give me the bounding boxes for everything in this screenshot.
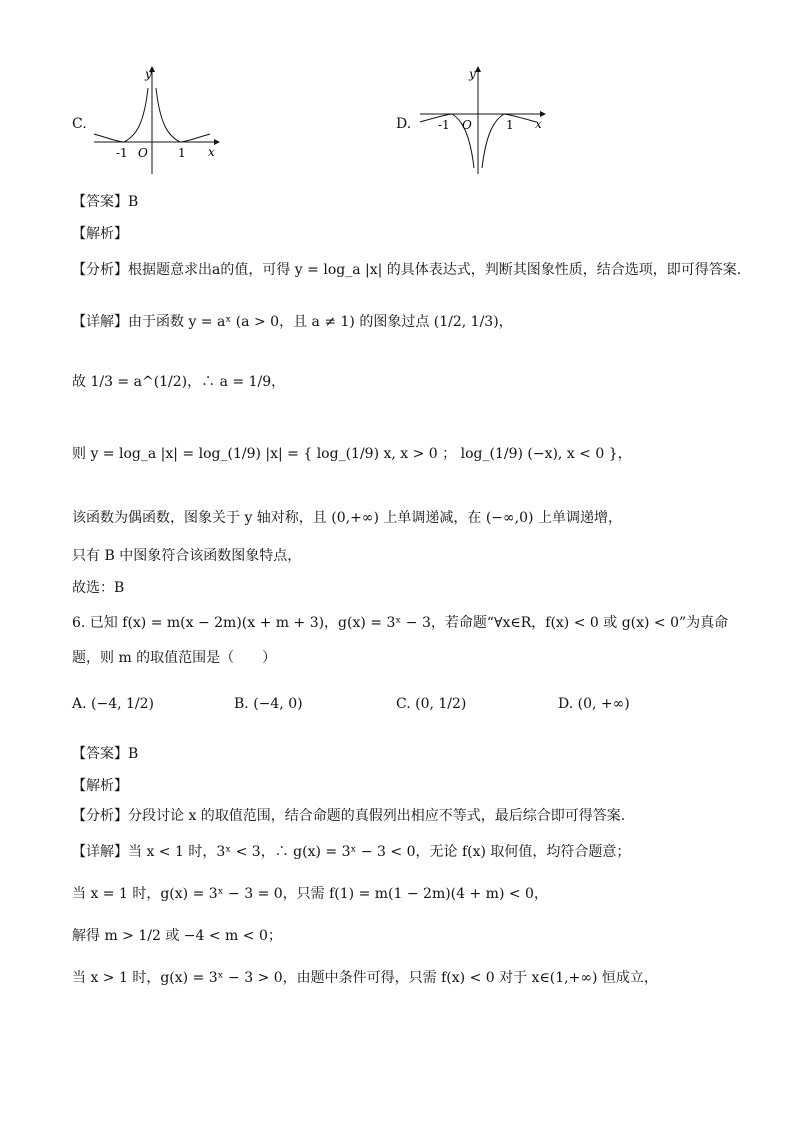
graph-c-curve-right xyxy=(156,88,210,142)
option-d-label: D. xyxy=(396,116,412,132)
graph-c-y-label: y xyxy=(145,67,152,81)
graph-d-origin-label: O xyxy=(462,118,472,132)
q6-option-c: C. (0, 1/2) xyxy=(396,696,467,712)
option-c-label: C. xyxy=(72,116,87,132)
q6-detail-2: 当 x = 1 时，g(x) = 3ˣ − 3 = 0，只需 f(1) = m(1 − 2m)(4 + m) < 0， xyxy=(72,886,548,902)
graph-d-y-label: y xyxy=(469,67,476,81)
q5-detail-2: 故 1/3 = a^(1/2)，∴ a = 1/9， xyxy=(72,374,286,390)
q6-answer: 【答案】B xyxy=(72,746,139,762)
q5-detail-3: 则 y = log_a |x| = log_(1/9) |x| = { log_(1/9) x, x > 0 ； log_(1/9) (−x), x < 0 }， xyxy=(72,446,632,462)
q6-option-b: B. (−4, 0) xyxy=(234,696,303,712)
graph-c-tick-pos: 1 xyxy=(178,146,186,160)
q5-analysis: 【分析】根据题意求出a的值，可得 y = log_a |x| 的具体表达式，判断其图象性质，结合选项，即可得答案. xyxy=(72,262,742,278)
q6-analysis-heading: 【解析】 xyxy=(72,778,128,794)
q6-detail-3: 解得 m > 1/2 或 −4 < m < 0； xyxy=(72,928,282,944)
graph-c-x-arrow xyxy=(214,139,220,145)
q6-analysis: 【分析】分段讨论 x 的取值范围，结合命题的真假列出相应不等式，最后综合即可得答案. xyxy=(72,808,626,824)
graph-c-tick-neg: -1 xyxy=(116,146,128,160)
graph-d-tick-pos: 1 xyxy=(506,118,514,132)
graph-c-origin-label: O xyxy=(138,146,148,160)
graph-c-curve-left xyxy=(94,88,148,142)
q5-detail-5: 只有 B 中图象符合该函数图象特点， xyxy=(72,548,302,564)
graph-d xyxy=(414,62,554,177)
q5-detail-4: 该函数为偶函数，图象关于 y 轴对称，且 (0,+∞) 上单调递减，在 (−∞,0) 上单调递增， xyxy=(72,510,622,526)
q5-answer: 【答案】B xyxy=(72,194,139,210)
q5-detail-1: 【详解】由于函数 y = aˣ (a > 0，且 a ≠ 1) 的图象过点 (1/2, 1/3)， xyxy=(72,314,513,330)
graph-c xyxy=(88,62,223,177)
graph-d-x-label: x xyxy=(535,117,542,131)
graph-d-tick-neg: -1 xyxy=(438,118,450,132)
q6-stem-2: 题，则 m 的取值范围是（ ） xyxy=(72,650,277,666)
q6-option-a: A. (−4, 1/2) xyxy=(72,696,155,712)
q6-detail-4: 当 x > 1 时，g(x) = 3ˣ − 3 > 0，由题中条件可得，只需 f(x) < 0 对于 x∈(1,+∞) 恒成立， xyxy=(72,970,658,986)
q6-stem-1: 6. 已知 f(x) = m(x − 2m)(x + m + 3)，g(x) = 3ˣ − 3，若命题“∀x∈R，f(x) < 0 或 g(x) < 0”为真命 xyxy=(72,615,729,631)
q5-choice: 故选：B xyxy=(72,580,125,596)
q5-analysis-heading: 【解析】 xyxy=(72,226,128,242)
graph-c-x-label: x xyxy=(208,145,215,159)
q6-detail-1: 【详解】当 x < 1 时，3ˣ < 3，∴ g(x) = 3ˣ − 3 < 0，无论 f(x) 取何值，均符合题意； xyxy=(72,844,631,860)
graph-d-y-arrow xyxy=(475,66,481,72)
q6-option-d: D. (0, +∞) xyxy=(558,696,630,712)
